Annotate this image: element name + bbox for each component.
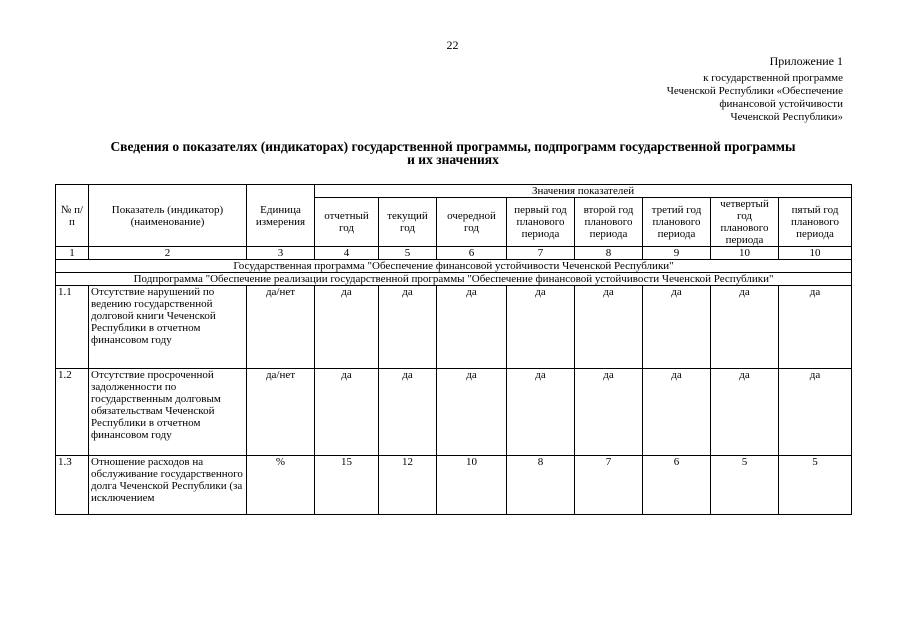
- column-number: 8: [575, 247, 643, 260]
- row-value: да: [379, 369, 437, 456]
- appendix-line: Чеченской Республики «Обеспечение: [666, 85, 843, 97]
- row-num: 1.1: [56, 286, 89, 369]
- column-number: 3: [247, 247, 315, 260]
- program-title: Государственная программа "Обеспечение финансовой устойчивости Чеченской Республики": [56, 260, 852, 273]
- row-value: да: [779, 286, 852, 369]
- row-num: 1.3: [56, 456, 89, 515]
- document-title: [55, 140, 851, 166]
- row-value: да: [779, 369, 852, 456]
- table-row: [56, 456, 852, 515]
- page-number: 22: [446, 38, 459, 52]
- table-row: [56, 369, 852, 456]
- row-value: да: [437, 286, 507, 369]
- header-row-group: [56, 185, 852, 198]
- row-value: да: [315, 369, 379, 456]
- header-year: второй год планового периода: [575, 198, 643, 247]
- header-year: текущий год: [379, 198, 437, 247]
- row-value: 15: [315, 456, 379, 515]
- row-indicator-name: Отсутствие нарушений по ведению государственной долговой книги Чеченской Республики в отчетном финансовом году: [89, 286, 247, 369]
- row-value: 5: [711, 456, 779, 515]
- column-number: 5: [379, 247, 437, 260]
- column-number: 7: [507, 247, 575, 260]
- row-value: 12: [379, 456, 437, 515]
- header-year: первый год планового периода: [507, 198, 575, 247]
- header-indicator: Показатель (индикатор) (наименование): [89, 185, 247, 247]
- row-value: да: [575, 286, 643, 369]
- row-value: да: [575, 369, 643, 456]
- column-number: 4: [315, 247, 379, 260]
- row-value: да: [507, 369, 575, 456]
- row-unit: %: [247, 456, 315, 515]
- row-value: 5: [779, 456, 852, 515]
- subprogram-row: [56, 273, 852, 286]
- header-values-group: Значения показателей: [315, 185, 852, 198]
- document-title-line: и их значениях: [407, 152, 499, 167]
- column-number: 1: [56, 247, 89, 260]
- table-row: [56, 286, 852, 369]
- program-row: [56, 260, 852, 273]
- header-num: № п/п: [56, 185, 89, 247]
- header-unit: Единица измерения: [247, 185, 315, 247]
- column-number-row: [56, 247, 852, 260]
- header-year: четвертый год планового периода: [711, 198, 779, 247]
- row-value: да: [379, 286, 437, 369]
- appendix-line: финансовой устойчивости: [719, 98, 843, 110]
- column-number: 9: [643, 247, 711, 260]
- row-indicator-name: Отношение расходов на обслуживание государственного долга Чеченской Республики (за исключением: [89, 456, 247, 515]
- header-year: очередной год: [437, 198, 507, 247]
- row-value: 10: [437, 456, 507, 515]
- row-value: да: [711, 286, 779, 369]
- column-number: 6: [437, 247, 507, 260]
- row-unit: да/нет: [247, 286, 315, 369]
- row-value: да: [643, 286, 711, 369]
- row-value: да: [315, 286, 379, 369]
- column-number: 10: [711, 247, 779, 260]
- row-indicator-name: Отсутствие просроченной задолженности по государственным долговым обязательствам Чеченской Республики в отчетном финансовом году: [89, 369, 247, 456]
- header-year: отчетный год: [315, 198, 379, 247]
- row-unit: да/нет: [247, 369, 315, 456]
- appendix-line: Чеченской Республики»: [730, 111, 843, 123]
- header-year: третий год планового периода: [643, 198, 711, 247]
- row-value: да: [507, 286, 575, 369]
- row-value: да: [437, 369, 507, 456]
- appendix-line: к государственной программе: [703, 72, 843, 84]
- appendix-title: Приложение 1: [769, 54, 843, 68]
- row-num: 1.2: [56, 369, 89, 456]
- row-value: да: [643, 369, 711, 456]
- row-value: 6: [643, 456, 711, 515]
- appendix-reference: [667, 72, 843, 124]
- header-year: пятый год планового периода: [779, 198, 852, 247]
- row-value: да: [711, 369, 779, 456]
- row-value: 8: [507, 456, 575, 515]
- column-number: 10: [779, 247, 852, 260]
- row-value: 7: [575, 456, 643, 515]
- column-number: 2: [89, 247, 247, 260]
- document-title-line: Сведения о показателях (индикаторах) государственной программы, подпрограмм государственной программы: [110, 139, 796, 154]
- indicators-table: [55, 184, 852, 515]
- subprogram-title: Подпрограмма "Обеспечение реализации государственной программы "Обеспечение финансовой устойчивости Чеченской Республики": [56, 273, 852, 286]
